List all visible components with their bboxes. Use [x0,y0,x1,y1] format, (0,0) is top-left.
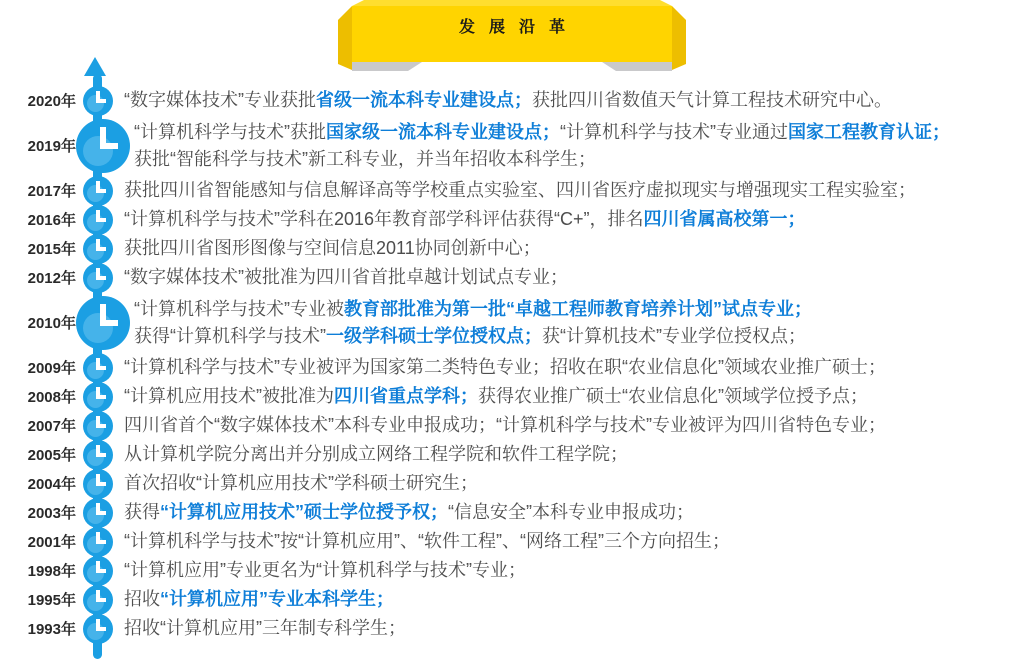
clock-hand-hour [96,627,106,631]
entry-text [124,499,694,526]
text-line [124,235,541,262]
entry-text [124,177,916,204]
icon-column [76,176,120,206]
year-label: 2019年 [27,138,76,155]
clock-icon [83,440,113,470]
year-label: 2015年 [27,241,76,258]
clock-icon [83,176,113,206]
clock-icon [83,263,113,293]
plain-text: 从计算机学院分离出并分别成立网络工程学院和软件工程学院； [124,444,628,464]
year-label: 2005年 [27,447,76,464]
timeline-entry [0,498,1024,527]
clock-icon [83,411,113,441]
clock-hand-hour [96,99,106,103]
text-line [134,323,812,350]
timeline-arrow-icon [84,57,106,76]
plain-text: 获批四川省图形图像与空间信息2011协同创新中心； [124,238,541,258]
clock-icon [83,205,113,235]
timeline-entry [0,292,1024,353]
highlighted-text: “计算机应用技术”硕士学位授予权； [160,502,448,522]
entry-text [124,87,892,114]
text-line [124,177,916,204]
year-label: 2016年 [27,212,76,229]
timeline-entry [0,440,1024,469]
text-line [134,146,950,173]
icon-column [76,614,120,644]
clock-icon [76,119,130,173]
icon-column [76,585,120,615]
clock-hand-hour [96,540,106,544]
clock-icon [83,585,113,615]
text-line [134,119,950,146]
clock-hand-hour [96,189,106,193]
icon-column [76,411,120,441]
entry-text [134,119,950,173]
entry-text [124,615,406,642]
text-line [124,412,886,439]
plain-text: 四川省首个“数字媒体技术”本科专业申报成功；“计算机科学与技术”专业被评为四川省特色专业； [124,415,886,435]
plain-text: 获批四川省数值天气计算工程技术研究中心。 [532,90,892,110]
icon-column [76,119,130,173]
icon-column [76,382,120,412]
plain-text: “信息安全”本科专业申报成功； [448,502,694,522]
plain-text: 获得“计算机科学与技术” [134,325,326,346]
clock-icon [83,469,113,499]
icon-column [76,205,120,235]
entry-text [124,441,628,468]
clock-icon [83,382,113,412]
text-line [124,264,568,291]
timeline-entry [0,614,1024,643]
text-line [124,87,892,114]
plain-text: “计算机科学与技术”按“计算机应用”、“软件工程”、“网络工程”三个方向招生； [124,531,730,551]
text-line [124,383,868,410]
clock-hand-hour [96,453,106,457]
entry-text [124,383,868,410]
year-label: 2017年 [27,183,76,200]
timeline-entry [0,205,1024,234]
icon-column [76,353,120,383]
year-label: 2003年 [27,505,76,522]
icon-column [76,469,120,499]
plain-text: 获批“智能科学与技术”新工科专业，并当年招收本科学生； [134,148,596,169]
timeline-entry [0,176,1024,205]
highlighted-text: 一级学科硕士学位授权点； [326,325,542,346]
highlighted-text: 四川省重点学科； [334,386,478,406]
clock-hand-hour [96,569,106,573]
icon-column [76,86,120,116]
timeline-entry [0,411,1024,440]
text-line [124,470,478,497]
entry-text [124,264,568,291]
text-line [124,499,694,526]
text-line [124,557,526,584]
clock-hand-hour [96,598,106,602]
text-line [134,296,812,323]
plain-text: “计算机应用技术”被批准为 [124,386,334,406]
plain-text: “计算机科学与技术”专业被评为国家第二类特色专业；招收在职“农业信息化”领域农业推广硕士； [124,357,886,377]
entry-text [124,412,886,439]
clock-icon [83,498,113,528]
clock-icon [76,296,130,350]
icon-column [76,296,130,350]
clock-hand-hour [96,366,106,370]
text-line [124,615,406,642]
banner-top-face [352,0,672,6]
entry-text [124,354,886,381]
text-line [124,206,806,233]
icon-column [76,498,120,528]
timeline-entry [0,469,1024,498]
banner-shadow-right [602,62,672,71]
clock-hand-hour [96,218,106,222]
clock-hand-hour [96,424,106,428]
plain-text: 获“计算机技术”专业学位授权点； [542,325,806,346]
plain-text: “计算机科学与技术”专业被 [134,298,344,319]
year-label: 2001年 [27,534,76,551]
plain-text: “计算机科学与技术”专业通过 [560,121,788,142]
plain-text: “计算机科学与技术”学科在2016年教育部学科评估获得“C+”，排名 [124,209,644,229]
highlighted-text: 国家级一流本科专业建设点； [326,121,560,142]
icon-column [76,527,120,557]
icon-column [76,234,120,264]
clock-hand-hour [96,247,106,251]
timeline-entry [0,353,1024,382]
plain-text: “计算机应用”专业更名为“计算机科学与技术”专业； [124,560,526,580]
year-label: 1993年 [27,621,76,638]
timeline-entry [0,86,1024,115]
highlighted-text: 教育部批准为第一批“卓越工程师教育培养计划”试点专业； [344,298,812,319]
clock-icon [83,353,113,383]
text-line [124,441,628,468]
year-label: 1998年 [27,563,76,580]
entry-text [124,528,730,555]
year-label: 2020年 [27,93,76,110]
timeline-entry [0,234,1024,263]
highlighted-text: 国家工程教育认证； [788,121,950,142]
year-label: 1995年 [27,592,76,609]
clock-icon [83,556,113,586]
clock-hand-hour [96,511,106,515]
clock-icon [83,527,113,557]
clock-hand-hour [100,143,118,149]
highlighted-text: 四川省属高校第一； [643,209,806,229]
entry-text [124,470,478,497]
year-label: 2009年 [27,360,76,377]
plain-text: “数字媒体技术”被批准为四川省首批卓越计划试点专业； [124,267,568,287]
timeline-entry [0,527,1024,556]
timeline-rows [0,86,1024,643]
banner-ribbon-graphic [332,0,692,78]
highlighted-text: “计算机应用”专业本科学生； [160,589,394,609]
timeline-entry [0,585,1024,614]
plain-text: 首次招收“计算机应用技术”学科硕士研究生； [124,473,478,493]
year-label: 2007年 [27,418,76,435]
icon-column [76,263,120,293]
entry-text [124,235,541,262]
entry-text [124,557,526,584]
text-line [124,354,886,381]
icon-column [76,556,120,586]
year-label: 2012年 [27,270,76,287]
plain-text: 获得农业推广硕士“农业信息化”领域学位授予点； [478,386,868,406]
banner [332,0,692,78]
plain-text: “数字媒体技术”专业获批 [124,90,316,110]
year-label: 2004年 [27,476,76,493]
highlighted-text: 省级一流本科专业建设点； [316,90,532,110]
clock-glow [83,136,113,166]
banner-shadow-left [352,62,422,71]
text-line [124,528,730,555]
entry-text [124,206,806,233]
year-label: 2008年 [27,389,76,406]
plain-text: “计算机科学与技术”获批 [134,121,326,142]
timeline-entry [0,115,1024,176]
timeline-entry [0,263,1024,292]
year-label: 2010年 [27,315,76,332]
entry-text [134,296,812,350]
plain-text: 招收 [124,589,160,609]
clock-glow [83,313,113,343]
plain-text: 获批四川省智能感知与信息解译高等学校重点实验室、四川省医疗虚拟现实与增强现实工程实验室； [124,180,916,200]
page-title: 发展沿革 [458,19,579,36]
text-line [124,586,394,613]
timeline-entry [0,556,1024,585]
clock-hand-hour [100,320,118,326]
clock-hand-hour [96,395,106,399]
clock-hand-hour [96,482,106,486]
clock-icon [83,614,113,644]
clock-icon [83,234,113,264]
plain-text: 招收“计算机应用”三年制专科学生； [124,618,406,638]
plain-text: 获得 [124,502,160,522]
clock-hand-hour [96,276,106,280]
clock-icon [83,86,113,116]
icon-column [76,440,120,470]
entry-text [124,586,394,613]
timeline-entry [0,382,1024,411]
